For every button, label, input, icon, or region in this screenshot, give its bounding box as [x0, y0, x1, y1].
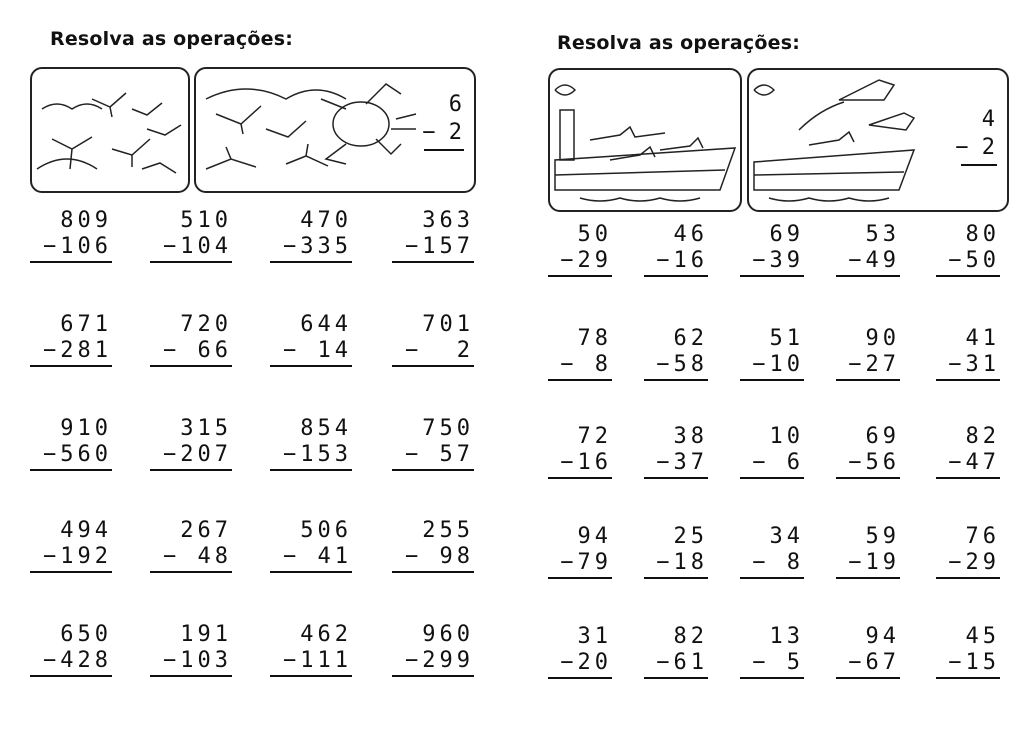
subtrahend: − 98 — [405, 544, 474, 569]
right-subtraction-problem — [836, 222, 900, 277]
answer-line — [392, 365, 474, 367]
minuend: 82 — [965, 424, 1000, 449]
minuend: 644 — [300, 312, 352, 337]
answer-line — [150, 571, 232, 573]
subtrahend: −20 — [560, 650, 612, 675]
right-example-subtrahend: − 2 — [955, 135, 995, 160]
subtrahend: − 48 — [163, 544, 232, 569]
answer-line — [150, 675, 232, 677]
left-subtraction-problem — [30, 208, 112, 263]
minuend: 671 — [60, 312, 112, 337]
subtrahend: − 14 — [283, 338, 352, 363]
subtrahend: −58 — [656, 352, 708, 377]
left-illustration-stork-panel — [194, 67, 476, 193]
minuend: 462 — [300, 622, 352, 647]
minuend: 650 — [60, 622, 112, 647]
subtrahend: − 57 — [405, 442, 474, 467]
subtrahend: − 66 — [163, 338, 232, 363]
answer-line — [270, 675, 352, 677]
answer-line — [548, 275, 612, 277]
subtrahend: −153 — [283, 442, 352, 467]
minuend: 191 — [180, 622, 232, 647]
answer-line — [644, 275, 708, 277]
minuend: 59 — [865, 524, 900, 549]
right-illustration-ship-panel — [548, 68, 742, 212]
left-subtraction-problem — [270, 208, 352, 263]
birds-flock-drawing — [32, 69, 188, 191]
answer-line — [392, 571, 474, 573]
right-subtraction-problem — [936, 424, 1000, 479]
left-subtraction-problem — [30, 622, 112, 677]
subtrahend: −103 — [163, 648, 232, 673]
left-subtraction-problem — [392, 416, 474, 471]
subtrahend: −67 — [848, 650, 900, 675]
minuend: 910 — [60, 416, 112, 441]
minuend: 45 — [965, 624, 1000, 649]
left-subtraction-problem — [150, 208, 232, 263]
subtrahend: −31 — [948, 352, 1000, 377]
left-subtraction-problem — [150, 622, 232, 677]
minuend: 25 — [673, 524, 708, 549]
subtrahend: −192 — [43, 544, 112, 569]
subtrahend: −15 — [948, 650, 1000, 675]
subtrahend: −207 — [163, 442, 232, 467]
right-subtraction-problem — [548, 222, 612, 277]
right-subtraction-problem — [644, 424, 708, 479]
answer-line — [740, 477, 804, 479]
minuend: 94 — [865, 624, 900, 649]
minuend: 809 — [60, 208, 112, 233]
answer-line — [30, 469, 112, 471]
answer-line — [836, 275, 900, 277]
subtrahend: −79 — [560, 550, 612, 575]
left-subtraction-problem — [392, 312, 474, 367]
right-subtraction-problem — [836, 326, 900, 381]
subtrahend: − 6 — [752, 450, 804, 475]
answer-line — [644, 677, 708, 679]
answer-line — [740, 577, 804, 579]
answer-line — [150, 469, 232, 471]
right-subtraction-problem — [644, 222, 708, 277]
right-subtraction-problem — [936, 524, 1000, 579]
left-subtraction-problem — [392, 622, 474, 677]
minuend: 50 — [577, 222, 612, 247]
left-subtraction-problem — [30, 312, 112, 367]
subtrahend: −39 — [752, 248, 804, 273]
answer-line — [30, 571, 112, 573]
right-subtraction-problem — [936, 326, 1000, 381]
answer-line — [644, 477, 708, 479]
subtrahend: −29 — [560, 248, 612, 273]
minuend: 76 — [965, 524, 1000, 549]
minuend: 80 — [965, 222, 1000, 247]
subtrahend: − 41 — [283, 544, 352, 569]
minuend: 494 — [60, 518, 112, 543]
subtrahend: −18 — [656, 550, 708, 575]
right-example-rule — [961, 164, 997, 166]
subtrahend: −50 — [948, 248, 1000, 273]
minuend: 62 — [673, 326, 708, 351]
left-subtraction-problem — [270, 416, 352, 471]
left-subtraction-problem — [270, 622, 352, 677]
minuend: 78 — [577, 326, 612, 351]
answer-line — [150, 365, 232, 367]
answer-line — [740, 275, 804, 277]
minuend: 13 — [769, 624, 804, 649]
minuend: 267 — [180, 518, 232, 543]
subtrahend: −61 — [656, 650, 708, 675]
left-subtraction-problem — [150, 416, 232, 471]
minuend: 31 — [577, 624, 612, 649]
subtrahend: −335 — [283, 234, 352, 259]
subtrahend: −29 — [948, 550, 1000, 575]
subtrahend: −299 — [405, 648, 474, 673]
left-subtraction-problem — [270, 312, 352, 367]
left-worksheet-title: Resolva as operações: — [50, 28, 293, 50]
answer-line — [740, 677, 804, 679]
subtrahend: − 2 — [405, 338, 474, 363]
minuend: 53 — [865, 222, 900, 247]
right-subtraction-problem — [644, 624, 708, 679]
minuend: 506 — [300, 518, 352, 543]
right-subtraction-problem — [936, 624, 1000, 679]
minuend: 960 — [422, 622, 474, 647]
answer-line — [936, 275, 1000, 277]
answer-line — [30, 675, 112, 677]
answer-line — [548, 677, 612, 679]
right-subtraction-problem — [740, 624, 804, 679]
answer-line — [270, 365, 352, 367]
answer-line — [836, 477, 900, 479]
subtrahend: − 5 — [752, 650, 804, 675]
answer-line — [548, 379, 612, 381]
minuend: 255 — [422, 518, 474, 543]
right-subtraction-problem — [548, 424, 612, 479]
right-example-minuend: 4 — [981, 107, 995, 132]
subtrahend: −10 — [752, 352, 804, 377]
right-subtraction-problem — [740, 524, 804, 579]
answer-line — [392, 261, 474, 263]
minuend: 94 — [577, 524, 612, 549]
answer-line — [936, 677, 1000, 679]
subtrahend: −16 — [656, 248, 708, 273]
minuend: 750 — [422, 416, 474, 441]
answer-line — [644, 577, 708, 579]
minuend: 701 — [422, 312, 474, 337]
subtrahend: −37 — [656, 450, 708, 475]
right-subtraction-problem — [548, 624, 612, 679]
subtrahend: −19 — [848, 550, 900, 575]
minuend: 46 — [673, 222, 708, 247]
answer-line — [740, 379, 804, 381]
right-subtraction-problem — [836, 624, 900, 679]
left-subtraction-problem — [392, 518, 474, 573]
answer-line — [270, 261, 352, 263]
right-subtraction-problem — [836, 524, 900, 579]
minuend: 38 — [673, 424, 708, 449]
minuend: 720 — [180, 312, 232, 337]
answer-line — [548, 577, 612, 579]
subtrahend: − 8 — [560, 352, 612, 377]
left-subtraction-problem — [30, 416, 112, 471]
subtrahend: −16 — [560, 450, 612, 475]
minuend: 90 — [865, 326, 900, 351]
minuend: 82 — [673, 624, 708, 649]
right-subtraction-problem — [548, 524, 612, 579]
right-illustration-jets-panel — [747, 68, 1009, 212]
left-example-minuend: 6 — [448, 92, 462, 117]
right-subtraction-problem — [936, 222, 1000, 277]
subtrahend: −104 — [163, 234, 232, 259]
right-subtraction-problem — [740, 326, 804, 381]
answer-line — [836, 677, 900, 679]
right-subtraction-problem — [644, 326, 708, 381]
subtrahend: −111 — [283, 648, 352, 673]
right-subtraction-problem — [644, 524, 708, 579]
right-worksheet-title: Resolva as operações: — [557, 32, 800, 54]
right-subtraction-problem — [836, 424, 900, 479]
subtrahend: −56 — [848, 450, 900, 475]
subtrahend: −27 — [848, 352, 900, 377]
left-subtraction-problem — [270, 518, 352, 573]
answer-line — [836, 379, 900, 381]
answer-line — [30, 365, 112, 367]
minuend: 34 — [769, 524, 804, 549]
answer-line — [150, 261, 232, 263]
left-subtraction-problem — [150, 312, 232, 367]
minuend: 10 — [769, 424, 804, 449]
answer-line — [936, 577, 1000, 579]
minuend: 470 — [300, 208, 352, 233]
answer-line — [392, 469, 474, 471]
left-subtraction-problem — [392, 208, 474, 263]
subtrahend: − 8 — [752, 550, 804, 575]
minuend: 69 — [769, 222, 804, 247]
answer-line — [936, 379, 1000, 381]
answer-line — [270, 469, 352, 471]
left-illustration-birds-panel — [30, 67, 190, 193]
subtrahend: −428 — [43, 648, 112, 673]
left-example-subtrahend: − 2 — [422, 120, 462, 145]
minuend: 854 — [300, 416, 352, 441]
aircraft-carrier-drawing — [550, 70, 740, 210]
answer-line — [836, 577, 900, 579]
left-subtraction-problem — [150, 518, 232, 573]
minuend: 41 — [965, 326, 1000, 351]
minuend: 51 — [769, 326, 804, 351]
minuend: 363 — [422, 208, 474, 233]
right-subtraction-problem — [740, 222, 804, 277]
right-subtraction-problem — [740, 424, 804, 479]
subtrahend: −106 — [43, 234, 112, 259]
subtrahend: −281 — [43, 338, 112, 363]
subtrahend: −157 — [405, 234, 474, 259]
minuend: 69 — [865, 424, 900, 449]
right-subtraction-problem — [548, 326, 612, 381]
answer-line — [936, 477, 1000, 479]
answer-line — [548, 477, 612, 479]
left-subtraction-problem — [30, 518, 112, 573]
answer-line — [30, 261, 112, 263]
answer-line — [270, 571, 352, 573]
minuend: 510 — [180, 208, 232, 233]
minuend: 72 — [577, 424, 612, 449]
answer-line — [392, 675, 474, 677]
answer-line — [644, 379, 708, 381]
subtrahend: −560 — [43, 442, 112, 467]
subtrahend: −47 — [948, 450, 1000, 475]
subtrahend: −49 — [848, 248, 900, 273]
minuend: 315 — [180, 416, 232, 441]
left-example-rule — [424, 149, 464, 151]
